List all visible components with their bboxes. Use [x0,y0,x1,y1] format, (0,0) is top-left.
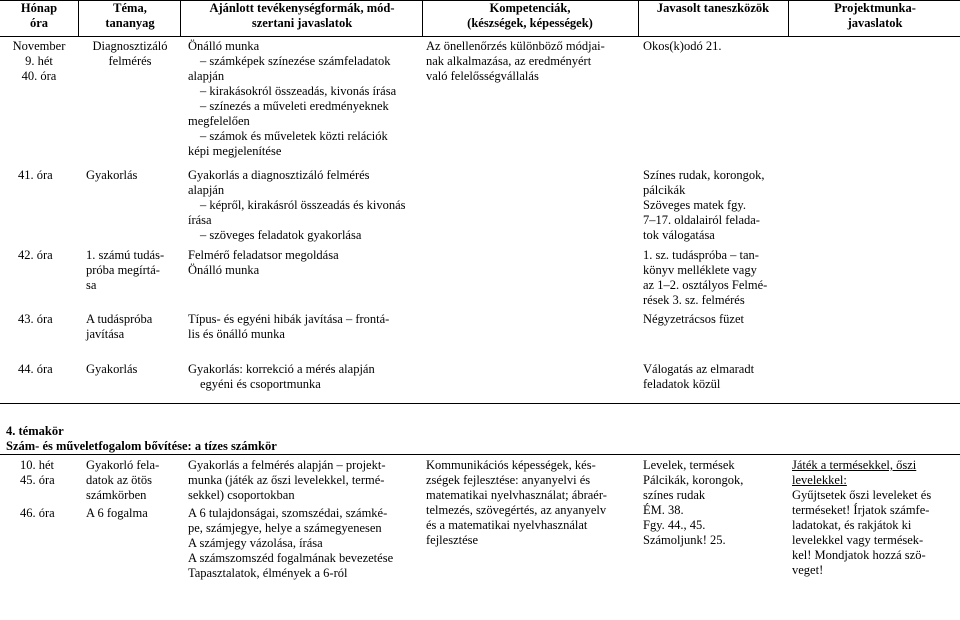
col-divider-2 [180,0,181,36]
r6-tools: Levelek, termések Pálcikák, korongok, színes rudak ÉM. 38. Fgy. 44., 45. Számoljunk! 25. [643,458,744,547]
r3-topic: 1. számú tudás- próba megírtá- sa [86,248,165,292]
r1-competence: Az önellenőrzés különböző módjai- nak alkalmazása, az eredményért való felelősségvállalás [426,39,605,83]
r5-tools: Válogatás az elmaradt feladatok közül [643,362,755,391]
r3-hour: 42. óra [18,248,53,262]
col-divider-1 [78,0,79,36]
r2-hour: 41. óra [18,168,53,182]
header-bottom-border [0,36,960,37]
r6-competence: Kommunikációs képességek, kés- zségek fejlesztése: anyanyelvi és matematikai nyelvhasználat; ábraér- telmezés, szövegértés, az anyanyelv és a matematikai nyelvhasználat fejlesztése [426,458,607,547]
r2-activity: Gyakorlás a diagnosztizáló felmérés alapján – képről, kirakásról összeadás és kivonás írása – szöveges feladatok gyakorlása [188,168,406,242]
r5-topic: Gyakorlás [86,362,138,376]
r3-activity: Felmérő feladatsor megoldása Önálló munka [188,248,339,277]
header-topic: Téma, tananyag [105,1,155,30]
header-tools: Javasolt taneszközök [656,1,770,15]
header-month-hour: Hónap óra [20,1,58,30]
col-divider-5 [788,0,789,36]
header-activities: Ajánlott tevékenységformák, mód- szertani javaslatok [209,1,395,30]
header-competences: Kompetenciák, (készségek, képességek) [467,1,593,30]
r7-topic: A 6 fogalma [86,506,148,520]
r1-activity: Önálló munka – számképek színezése számfeladatok alapján – kirakásokról összeadás, kivonás írása – színezés a műveleti eredményeknek megfelelően – számok és műveletek közti relációk képi megjelenítése [188,39,397,158]
r7-hour: 46. óra [20,506,55,520]
project-title: Játék a termésekkel, őszi [792,458,917,472]
r1-topic: Diagnosztizáló felmérés [92,39,168,68]
section-divider [0,454,960,455]
r5-hour: 44. óra [18,362,53,376]
r6-topic: Gyakorló fela- datok az ötös számkörben [86,458,160,502]
col-divider-3 [422,0,423,36]
r4-activity: Típus- és egyéni hibák javítása – frontá- lis és önálló munka [188,312,390,341]
r6-project: Játék a termésekkel, őszi levelekkel: Gyűjtsetek őszi leveleket és terméseket! Írjatok számfe- ladatokat, és rakjátok ki levelekkel vagy termések- kel! Mondjatok hozzá szö- veget! [792,458,960,578]
r1-tools: Okos(k)odó 21. [643,39,722,53]
col-divider-4 [638,0,639,36]
r6-month: 10. hét 45. óra [20,458,55,487]
r6-activity: Gyakorlás a felmérés alapján – projekt- munka (játék az őszi levelekkel, termé- sekkel) csoportokban [188,458,386,502]
r2-tools: Színes rudak, korongok, pálcikák Szöveges matek fgy. 7–17. oldalairól felada- tok válogatása [643,168,765,242]
r4-tools: Négyzetrácsos füzet [643,312,744,326]
header-projects: Projektmunka- javaslatok [834,1,916,30]
upper-table-bottom-border [0,403,960,404]
r4-topic: A tudáspróba javítása [86,312,153,341]
section-label: 4. témakör [6,424,64,438]
r2-topic: Gyakorlás [86,168,138,182]
section-title: Szám- és műveletfogalom bővítése: a tízes számkör [6,439,277,453]
r1-month: November 9. hét 40. óra [12,39,66,83]
r7-activity: A 6 tulajdonságai, szomszédai, számké- pe, számjegye, helye a számegyenesen A számjegy vázolása, írása A számszomszéd fogalmának bevezetése Tapasztalatok, élmények a 6-ról [188,506,394,580]
r4-hour: 43. óra [18,312,53,326]
r5-activity: Gyakorlás: korrekció a mérés alapján egyéni és csoportmunka [188,362,375,391]
r3-tools: 1. sz. tudáspróba – tan- könyv melléklete vagy az 1–2. osztályos Felmé- rések 3. sz. felmérés [643,248,768,307]
